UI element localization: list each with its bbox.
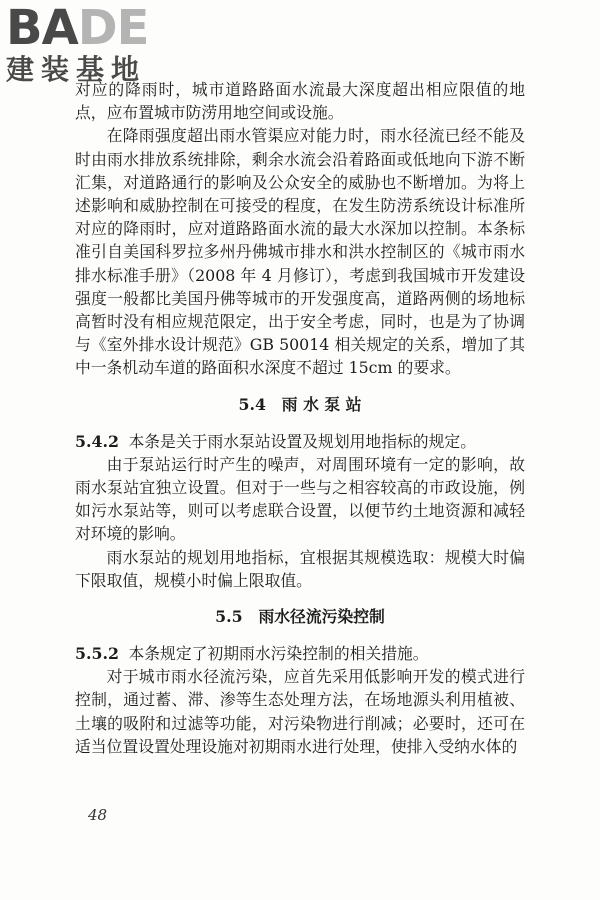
paragraph-runoff-pollution: 对于城市雨水径流污染，应首先采用低影响开发的模式进行控制，通过蓄、滞、渗等生态处理方法，在场地源头利用植被、土壤的吸附和过滤等功能，对污染物进行削减；必要时，还可在适当位置设置处理设施对初期雨水进行处理，使排入受纳水体的 [75,667,525,756]
brand-logo [6,0,176,88]
clause-text: 本条是关于雨水泵站设置及规划用地指标的规定。 [128,431,476,451]
paragraph-pump-noise: 由于泵站运行时产生的噪声，对周围环境有一定的影响，故雨水泵站宜独立设置。但对于一些与之相容较高的市政设施，例如污水泵站等，则可以考虑联合设置，以便节约土地资源和减轻对环境的影响。 [75,454,525,544]
paragraph-flood-depth: 在降雨强度超出雨水管渠应对能力时，雨水径流已经不能及时由雨水排放系统排除，剩余水流会沿着路面或低地向下游不断汇集，对道路通行的影响及公众安全的威胁也不断增加。为将上述影响和威胁控制在可接受的程度，在发生防涝系统设计标准所对应的降雨时，应对道路路面水流的最大水深加以控制。本条标准引自美国科罗拉多州丹佛城市排水和洪水控制区的《城市雨水排水标准手册》（2008 年 4 月修订），考虑到我国城市开发建设强度一般都比美国丹佛等城市的开发强度高，道路两侧的场地标高暂时没有相应规范限定，出于安全考虑，同时，也是为了协调与《室外排水设计规范》GB 50014 相关规定的关系，增加了其中一条机动车道的路面积水深度不超过 15cm 的要求。 [75,126,525,378]
clause-5-4-2 [75,430,525,453]
clause-5-5-2 [75,642,525,665]
logo-wordmark: BADE [6,0,149,56]
clause-number: 5.4.2 [75,431,119,451]
section-heading-5-5: 5.5 雨水径流污染控制 [215,607,385,627]
paragraph-pump-land: 雨水泵站的规划用地指标，宜根据其规模选取：规模大时偏下限取值，规模小时偏上限取值。 [75,547,525,590]
logo-chinese-name: 建装基地 [6,53,147,86]
section-heading-5-4: 5.4 雨 水 泵 站 [238,394,362,414]
page-number: 48 [88,806,108,824]
clause-text: 本条规定了初期雨水污染控制的相关措施。 [128,644,429,664]
page-body [75,78,525,758]
clause-number: 5.5.2 [75,644,119,664]
paragraph-continued: 对应的降雨时，城市道路路面水流最大深度超出相应限值的地点，应布置城市防涝用地空间或设施。 [75,80,525,123]
